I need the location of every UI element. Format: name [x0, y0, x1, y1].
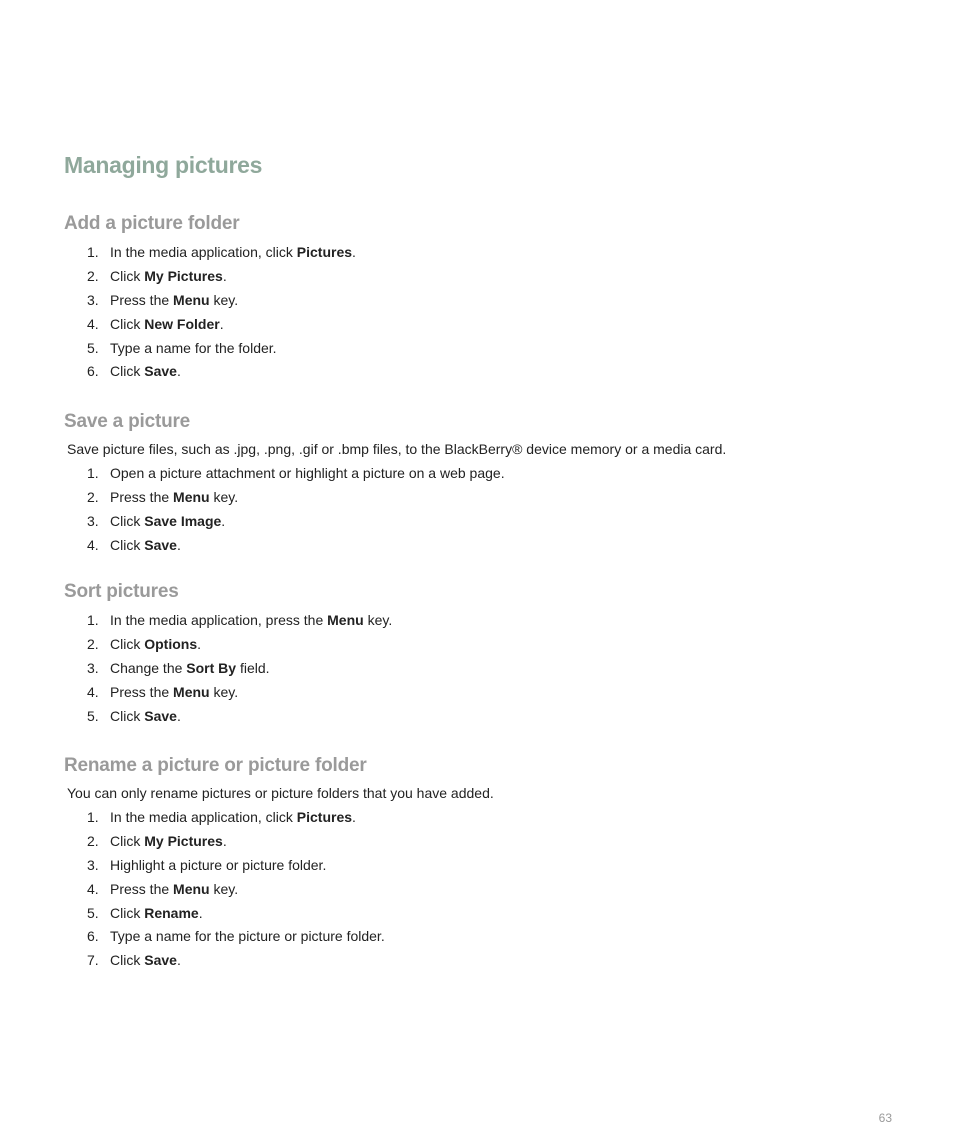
section-intro: You can only rename pictures or picture folders that you have added.	[67, 785, 494, 801]
step-text-pre: In the media application, click	[110, 244, 297, 260]
step-number: 2.	[87, 635, 99, 652]
step-text	[110, 951, 181, 969]
step-number: 2.	[87, 832, 99, 849]
step-text-post: .	[222, 267, 227, 284]
steps-list	[64, 464, 904, 560]
step-text-pre: Click	[110, 512, 145, 529]
step-text-post: key.	[209, 683, 239, 700]
step-text-post: .	[352, 809, 356, 825]
step-ui-term: Sort By	[186, 659, 237, 676]
step-text	[110, 339, 277, 357]
step-number: 3.	[87, 856, 99, 873]
step-ui-term: Save	[144, 952, 177, 969]
step-text	[110, 267, 227, 285]
step-number: 6.	[87, 928, 99, 945]
step-number: 4.	[87, 315, 99, 332]
step-item	[64, 832, 904, 856]
step-text-post: .	[176, 536, 181, 553]
step-ui-term: Menu	[173, 880, 210, 897]
step-item	[64, 904, 904, 928]
step-text	[110, 243, 356, 261]
page-title: Managing pictures	[64, 152, 263, 178]
step-text-pre: In the media application, click	[110, 809, 297, 825]
section-heading: Save a picture	[64, 411, 191, 432]
step-ui-term: New Folder	[144, 315, 220, 332]
step-text-pre: Press the	[110, 291, 174, 308]
step-text-post: .	[352, 244, 356, 260]
step-text	[110, 832, 227, 850]
step-item	[64, 464, 904, 488]
step-text	[110, 927, 385, 945]
steps-list	[64, 808, 904, 975]
step-text-pre: Click	[110, 363, 145, 380]
step-number: 3.	[87, 291, 99, 308]
step-item	[64, 267, 904, 291]
step-text	[110, 488, 238, 506]
step-item	[64, 243, 904, 267]
step-text-pre: Open a picture attachment or highlight a picture on a web page.	[110, 465, 505, 481]
step-number: 1.	[87, 465, 99, 481]
step-text-pre: Press the	[110, 683, 174, 700]
section-rename-picture	[64, 753, 904, 975]
section-heading: Rename a picture or picture folder	[64, 755, 367, 776]
step-text	[110, 707, 181, 725]
section-intro: Save picture files, such as .jpg, .png, .gif or .bmp files, to the BlackBerry® device memory or a media card.	[67, 441, 727, 457]
step-item	[64, 488, 904, 512]
step-item	[64, 635, 904, 659]
step-ui-term: Save Image	[144, 512, 222, 529]
section-heading: Sort pictures	[64, 581, 179, 602]
step-number: 5.	[87, 339, 99, 356]
step-ui-term: Save	[144, 363, 177, 380]
step-ui-term: Menu	[173, 291, 210, 308]
step-ui-term: Options	[144, 635, 198, 652]
step-item	[64, 339, 904, 363]
step-item	[64, 291, 904, 315]
step-text-post: key.	[209, 880, 239, 897]
step-item	[64, 512, 904, 536]
step-number: 4.	[87, 683, 99, 700]
step-number: 1.	[87, 809, 99, 825]
step-text-pre: Click	[110, 952, 145, 969]
section-save-picture	[64, 409, 904, 560]
step-text-post: .	[222, 832, 227, 849]
step-ui-term: Pictures	[296, 809, 353, 825]
step-text	[110, 880, 238, 898]
step-item	[64, 951, 904, 975]
step-text	[110, 683, 238, 701]
step-text	[110, 362, 181, 380]
step-ui-term: Menu	[327, 612, 364, 628]
step-number: 4.	[87, 880, 99, 897]
step-item	[64, 707, 904, 731]
step-text	[110, 904, 203, 922]
step-text-pre: Click	[110, 832, 145, 849]
step-item	[64, 683, 904, 707]
step-number: 3.	[87, 659, 99, 676]
step-text-pre: Click	[110, 635, 145, 652]
step-text-pre: Click	[110, 707, 145, 724]
section-sort-pictures	[64, 579, 904, 730]
step-text-post: .	[198, 904, 203, 921]
step-number: 5.	[87, 707, 99, 724]
step-text	[110, 856, 326, 874]
step-text	[110, 808, 356, 826]
step-number: 1.	[87, 244, 99, 260]
step-text	[110, 536, 181, 554]
step-text-post: .	[219, 315, 224, 332]
step-text-pre: Click	[110, 267, 145, 284]
step-ui-term: Pictures	[296, 244, 353, 260]
step-text-pre: Click	[110, 904, 145, 921]
step-text	[110, 291, 238, 309]
step-ui-term: My Pictures	[144, 267, 223, 284]
step-number: 4.	[87, 536, 99, 553]
step-text	[110, 611, 392, 629]
step-text	[110, 659, 270, 677]
step-item	[64, 659, 904, 683]
step-item	[64, 362, 904, 386]
step-text-pre: Type a name for the folder.	[110, 339, 277, 356]
step-text	[110, 512, 225, 530]
step-text-pre: Change the	[110, 659, 187, 676]
step-number: 3.	[87, 512, 99, 529]
step-text-pre: Press the	[110, 488, 174, 505]
step-item	[64, 315, 904, 339]
step-text-post: .	[176, 952, 181, 969]
step-item	[64, 880, 904, 904]
section-add-picture-folder	[64, 211, 904, 386]
steps-list	[64, 611, 904, 730]
step-text	[110, 464, 505, 482]
step-item	[64, 536, 904, 560]
step-text	[110, 635, 201, 653]
step-text-pre: Press the	[110, 880, 174, 897]
step-text-post: key.	[209, 488, 239, 505]
step-number: 2.	[87, 488, 99, 505]
page-number: 63	[878, 1111, 892, 1125]
step-number: 5.	[87, 904, 99, 921]
step-number: 2.	[87, 267, 99, 284]
section-heading: Add a picture folder	[64, 213, 240, 234]
step-ui-term: Rename	[144, 904, 199, 921]
step-text-post: .	[176, 707, 181, 724]
step-item	[64, 808, 904, 832]
step-text-pre: In the media application, press the	[110, 612, 328, 628]
step-text	[110, 315, 224, 333]
step-number: 1.	[87, 612, 99, 628]
step-text-post: .	[176, 363, 181, 380]
step-text-pre: Type a name for the picture or picture folder.	[110, 928, 385, 945]
step-item	[64, 927, 904, 951]
step-text-post: field.	[236, 659, 270, 676]
step-text-pre: Click	[110, 315, 145, 332]
steps-list	[64, 243, 904, 386]
step-text-post: .	[221, 512, 226, 529]
step-ui-term: Menu	[173, 488, 210, 505]
step-ui-term: My Pictures	[144, 832, 223, 849]
step-item	[64, 611, 904, 635]
step-text-pre: Click	[110, 536, 145, 553]
step-number: 7.	[87, 952, 99, 969]
step-ui-term: Save	[144, 536, 177, 553]
step-ui-term: Save	[144, 707, 177, 724]
step-item	[64, 856, 904, 880]
step-text-post: .	[197, 635, 202, 652]
step-text-post: key.	[209, 291, 239, 308]
step-number: 6.	[87, 363, 99, 380]
step-ui-term: Menu	[173, 683, 210, 700]
step-text-pre: Highlight a picture or picture folder.	[110, 856, 327, 873]
step-text-post: key.	[363, 612, 393, 628]
